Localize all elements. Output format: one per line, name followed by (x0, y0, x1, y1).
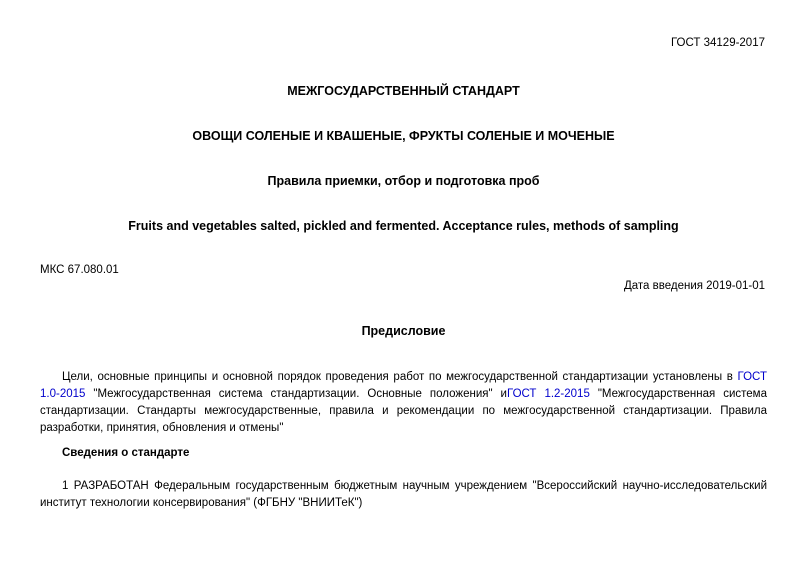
document-code: ГОСТ 34129-2017 (670, 37, 765, 49)
document-title-en: Fruits and vegetables salted, pickled and fermented. Acceptance rules, methods of sampling (128, 219, 679, 233)
foreword-heading: Предисловие (361, 324, 446, 338)
paragraph-text: "Межгосударственная система стандартизации. Стандарты межгосударственные, правила и рекомендации по межгосударственной стандартизации. Правила разработки, принятия, обновления и отмены" (40, 388, 767, 434)
gost-1-0-link[interactable]: ГОСТ 1.0-2015 (40, 371, 767, 400)
foreword-paragraph (40, 369, 767, 437)
mks-code: МКС 67.080.01 (40, 264, 119, 276)
paragraph-text: Цели, основные принципы и основной порядок проведения работ по межгосударственной стандартизации установлены в (62, 371, 738, 383)
gost-1-2-link[interactable]: ГОСТ 1.2-2015 (506, 388, 590, 400)
paragraph-text: "Межгосударственная система стандартизации. Основные положения" и (85, 388, 507, 400)
about-standard-heading: Сведения о стандарте (62, 447, 190, 459)
developer-item: 1 РАЗРАБОТАН Федеральным государственным бюджетным научным учреждением "Всероссийский научно-исследовательский институт технологии консервирования" (ФГБНУ "ВНИИТеК") (40, 480, 767, 509)
standard-type-title: МЕЖГОСУДАРСТВЕННЫЙ СТАНДАРТ (287, 84, 520, 98)
intro-date: Дата введения 2019-01-01 (623, 280, 765, 292)
document-subtitle-ru: Правила приемки, отбор и подготовка проб (267, 174, 540, 188)
document-title-ru: ОВОЩИ СОЛЕНЫЕ И КВАШЕНЫЕ, ФРУКТЫ СОЛЕНЫЕ И МОЧЕНЫЕ (192, 129, 615, 143)
